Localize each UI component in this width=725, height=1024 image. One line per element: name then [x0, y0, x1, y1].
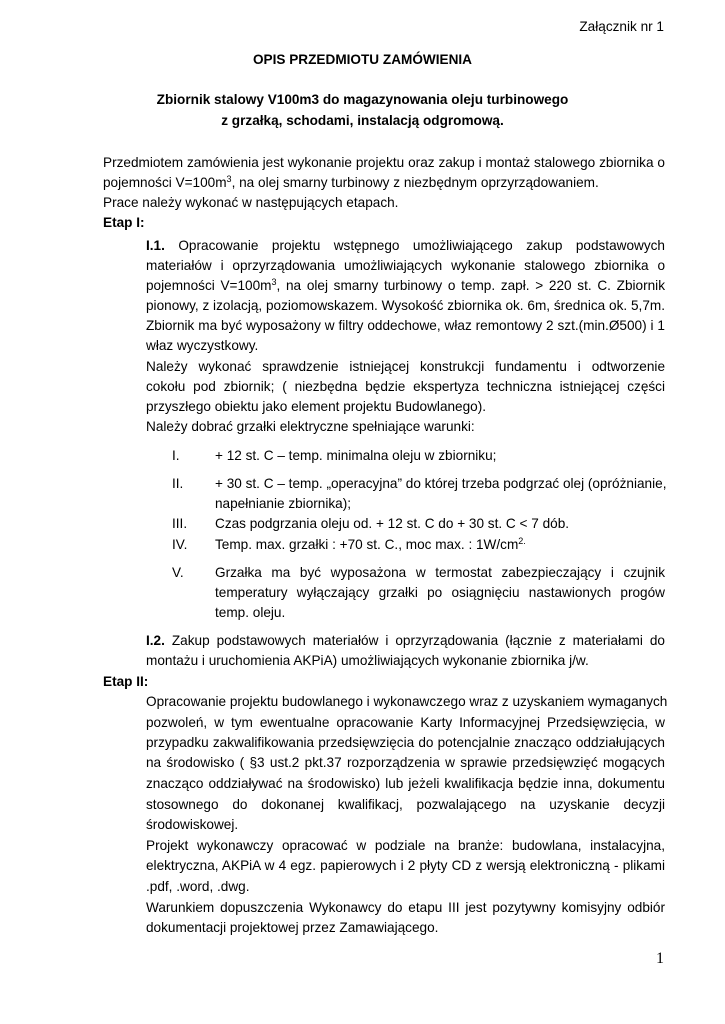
attachment-label: Załącznik nr 1	[579, 19, 664, 34]
etap-2-heading: Etap II:	[103, 674, 149, 689]
condition-text: + 12 st. C – temp. minimalna oleju w zbiorniku;	[215, 448, 497, 463]
i2-line-1: I.2. Zakup podstawowych materiałów i oprzyrządowania (łącznie z materiałami do	[146, 633, 665, 648]
condition-text-cont: napełnianie zbiornika);	[215, 496, 352, 511]
intro-line-3: Prace należy wykonać w następujących etapach.	[103, 195, 399, 210]
condition-text: Temp. max. grzałki : +70 st. C., moc max. : $1W/cm^{2.}$	[215, 536, 526, 552]
etap2-p1-line-3: przypadku zakwalifikowania przedsięwzięcia do potencjalnie znacząco oddziałujących	[146, 735, 665, 750]
subtitle-line-1: Zbiornik stalowy V100m3 do magazynowania oleju turbinowego	[156, 92, 569, 107]
condition-number: I.	[172, 448, 180, 463]
etap2-p1-line-1: Opracowanie projektu budowlanego i wykonawczego wraz z uzyskaniem wymaganych	[146, 694, 668, 709]
condition-text-cont: temperatury wyłączający grzałki po osiągnięciu nastawionych progów	[215, 585, 665, 600]
i1-line-10: Należy dobrać grzałki elektryczne spełniające warunki:	[146, 419, 475, 434]
subtitle-line-2: z grzałką, schodami, instalacją odgromową.	[221, 113, 504, 128]
etap2-p2-line-3: .pdf, .word, .dwg.	[146, 879, 250, 894]
i1-line-4: pionowy, z izolacją, poziomowskazem. Wysokość zbiornika ok. 6m, średnica ok. 5,7m.	[146, 298, 665, 313]
page-number: 1	[656, 950, 664, 967]
i1-line-1: I.1. Opracowanie projektu wstępnego umożliwiającego zakup podstawowych	[146, 238, 665, 253]
etap2-p1-line-6: stosownego do dokonanej kwalifikacj, pozwalającego na uzyskanie decyzji	[146, 797, 665, 812]
etap2-p1-line-4: na środowisko ( §3 ust.2 pkt.37 rozporządzenia w sprawie przedsięwzięć mogących	[146, 755, 665, 770]
condition-text-cont: temp. oleju.	[215, 605, 286, 620]
i1-line-6: właz wyczystkowy.	[146, 338, 259, 353]
condition-number: II.	[172, 476, 184, 491]
i1-line-7: Należy wykonać sprawdzenie istniejącej konstrukcji fundamentu i odtworzenie	[146, 359, 665, 374]
etap2-p1-line-2: pozwoleń, w tym ewentualne opracowanie Karty Informacyjnej Przedsięwzięcia, w	[146, 715, 665, 730]
condition-number: V.	[172, 565, 184, 580]
etap2-p1-line-5: znacząco oddziaływać na środowisko) lub jeżeli kwalifikacja będzie inna, dokumentu	[146, 776, 665, 791]
i2-line-2: montażu i uruchomienia AKPiA) umożliwiających wykonanie zbiornika j/w.	[146, 653, 589, 668]
condition-text: Czas podgrzania oleju od. + 12 st. C do + 30 st. C < 7 dób.	[215, 516, 570, 531]
i1-line-9: przyszłego obiektu jako element projektu Budowlanego).	[146, 399, 487, 414]
condition-text: Grzałka ma być wyposażona w termostat zabezpieczający i czujnik	[215, 565, 665, 580]
intro-line-1: Przedmiotem zamówienia jest wykonanie projektu oraz zakup i montaż stalowego zbiornika o	[103, 155, 665, 170]
i1-line-3: pojemności $V=100m^3$, na olej smarny turbinowy o temp. zapł. > 220 st. C. Zbiornik	[146, 277, 665, 293]
condition-number: IV.	[172, 537, 188, 552]
document-title: OPIS PRZEDMIOTU ZAMÓWIENIA	[252, 52, 472, 67]
condition-text: + 30 st. C – temp. „operacyjna” do której trzeba podgrzać olej (opróżnianie,	[215, 476, 667, 491]
etap2-p3-line-1: Warunkiem dopuszczenia Wykonawcy do etapu III jest pozytywny komisyjny odbiór	[146, 900, 665, 915]
etap2-p1-line-7: środowiskowej.	[146, 817, 239, 832]
etap2-p2-line-1: Projekt wykonawczy opracować w podziale na branże: budowlana, instalacyjna,	[146, 838, 665, 853]
i1-line-5: Zbiornik ma być wyposażony w filtry oddechowe, właz remontowy 2 szt.(min.Ø500) i 1	[146, 318, 665, 333]
i1-line-8: cokołu pod zbiornik; ( niezbędna będzie ekspertyza techniczna istniejącej części	[146, 379, 665, 394]
intro-line-2: pojemności $V=100m^3$, na olej smarny turbinowy z niezbędnym oprzyrządowaniem.	[103, 174, 599, 190]
etap-1-heading: Etap I:	[103, 215, 145, 230]
i1-line-2: materiałów i oprzyrządowania umożliwiających wykonanie stalowego zbiornika o	[146, 258, 665, 273]
condition-number: III.	[172, 516, 188, 531]
etap2-p2-line-2: elektryczna, AKPiA w 4 egz. papierowych i 2 płyty CD z wersją elektroniczną - plikami	[146, 858, 665, 873]
etap2-p3-line-2: dokumentacji projektowej przez Zamawiającego.	[146, 920, 439, 935]
